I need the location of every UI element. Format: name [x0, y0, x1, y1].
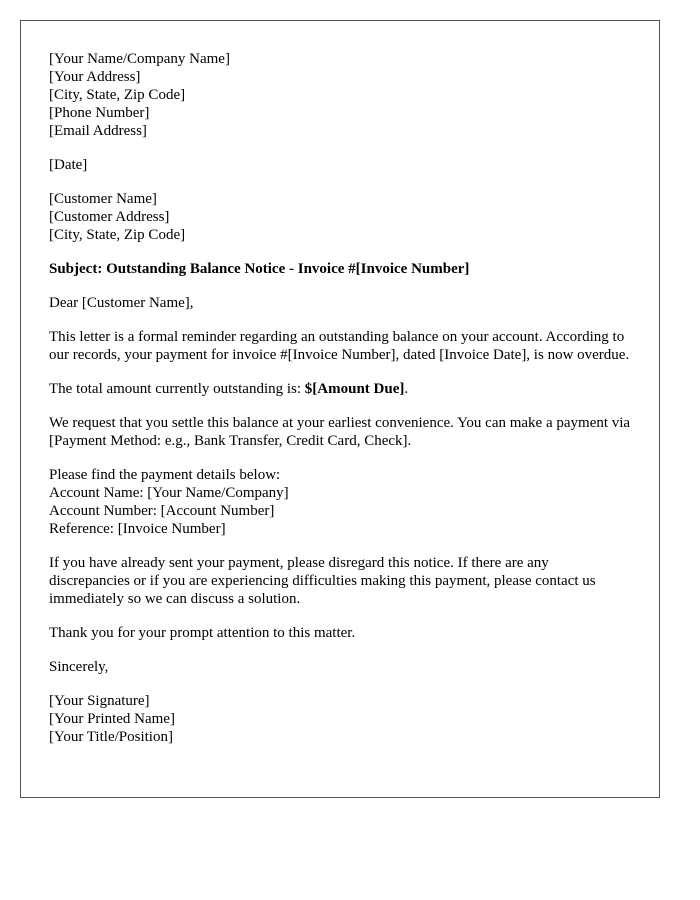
- amount-paragraph: [49, 380, 631, 398]
- signature-block: [49, 692, 631, 746]
- subject-line: Subject: Outstanding Balance Notice - Invoice #[Invoice Number]: [49, 261, 470, 277]
- recipient-address: [Customer Address]: [49, 209, 170, 225]
- payment-details-intro: Please find the payment details below:: [49, 467, 281, 483]
- recipient-name: [Customer Name]: [49, 191, 157, 207]
- recipient-block: [49, 190, 631, 244]
- amount-prefix: The total amount currently outstanding is:: [49, 381, 305, 397]
- amount-due: $[Amount Due]: [304, 381, 405, 397]
- letter-page: [20, 20, 660, 798]
- letter-date: [Date]: [49, 157, 88, 173]
- sender-block: [49, 50, 631, 140]
- signature-line: [Your Signature]: [49, 693, 150, 709]
- date-block: [49, 156, 631, 174]
- thanks-paragraph: Thank you for your prompt attention to this matter.: [49, 625, 356, 641]
- payment-reference: Reference: [Invoice Number]: [49, 521, 226, 537]
- amount-suffix: .: [404, 381, 409, 397]
- sender-address: [Your Address]: [49, 69, 141, 85]
- salutation: Dear [Customer Name],: [49, 295, 194, 311]
- printed-name: [Your Printed Name]: [49, 711, 175, 727]
- intro-paragraph: This letter is a formal reminder regarding an outstanding balance on your account. According to our records, your payment for invoice #[Invoice Number], dated [Invoice Date], is now overdue.: [49, 329, 630, 363]
- sender-name: [Your Name/Company Name]: [49, 51, 230, 67]
- disregard-paragraph: If you have already sent your payment, please disregard this notice. If there are any discrepancies or if you are experiencing difficulties making this payment, please contact us immediately so we can discuss a solution.: [49, 555, 596, 607]
- sender-phone: [Phone Number]: [49, 105, 150, 121]
- recipient-city-state-zip: [City, State, Zip Code]: [49, 227, 186, 243]
- sender-email: [Email Address]: [49, 123, 147, 139]
- closing: Sincerely,: [49, 659, 109, 675]
- sender-city-state-zip: [City, State, Zip Code]: [49, 87, 186, 103]
- payment-details-block: [49, 466, 631, 538]
- title-position: [Your Title/Position]: [49, 729, 173, 745]
- account-number: Account Number: [Account Number]: [49, 503, 275, 519]
- request-paragraph: We request that you settle this balance at your earliest convenience. You can make a payment via [Payment Method: e.g., Bank Transfer, Credit Card, Check].: [49, 415, 631, 449]
- account-name: Account Name: [Your Name/Company]: [49, 485, 289, 501]
